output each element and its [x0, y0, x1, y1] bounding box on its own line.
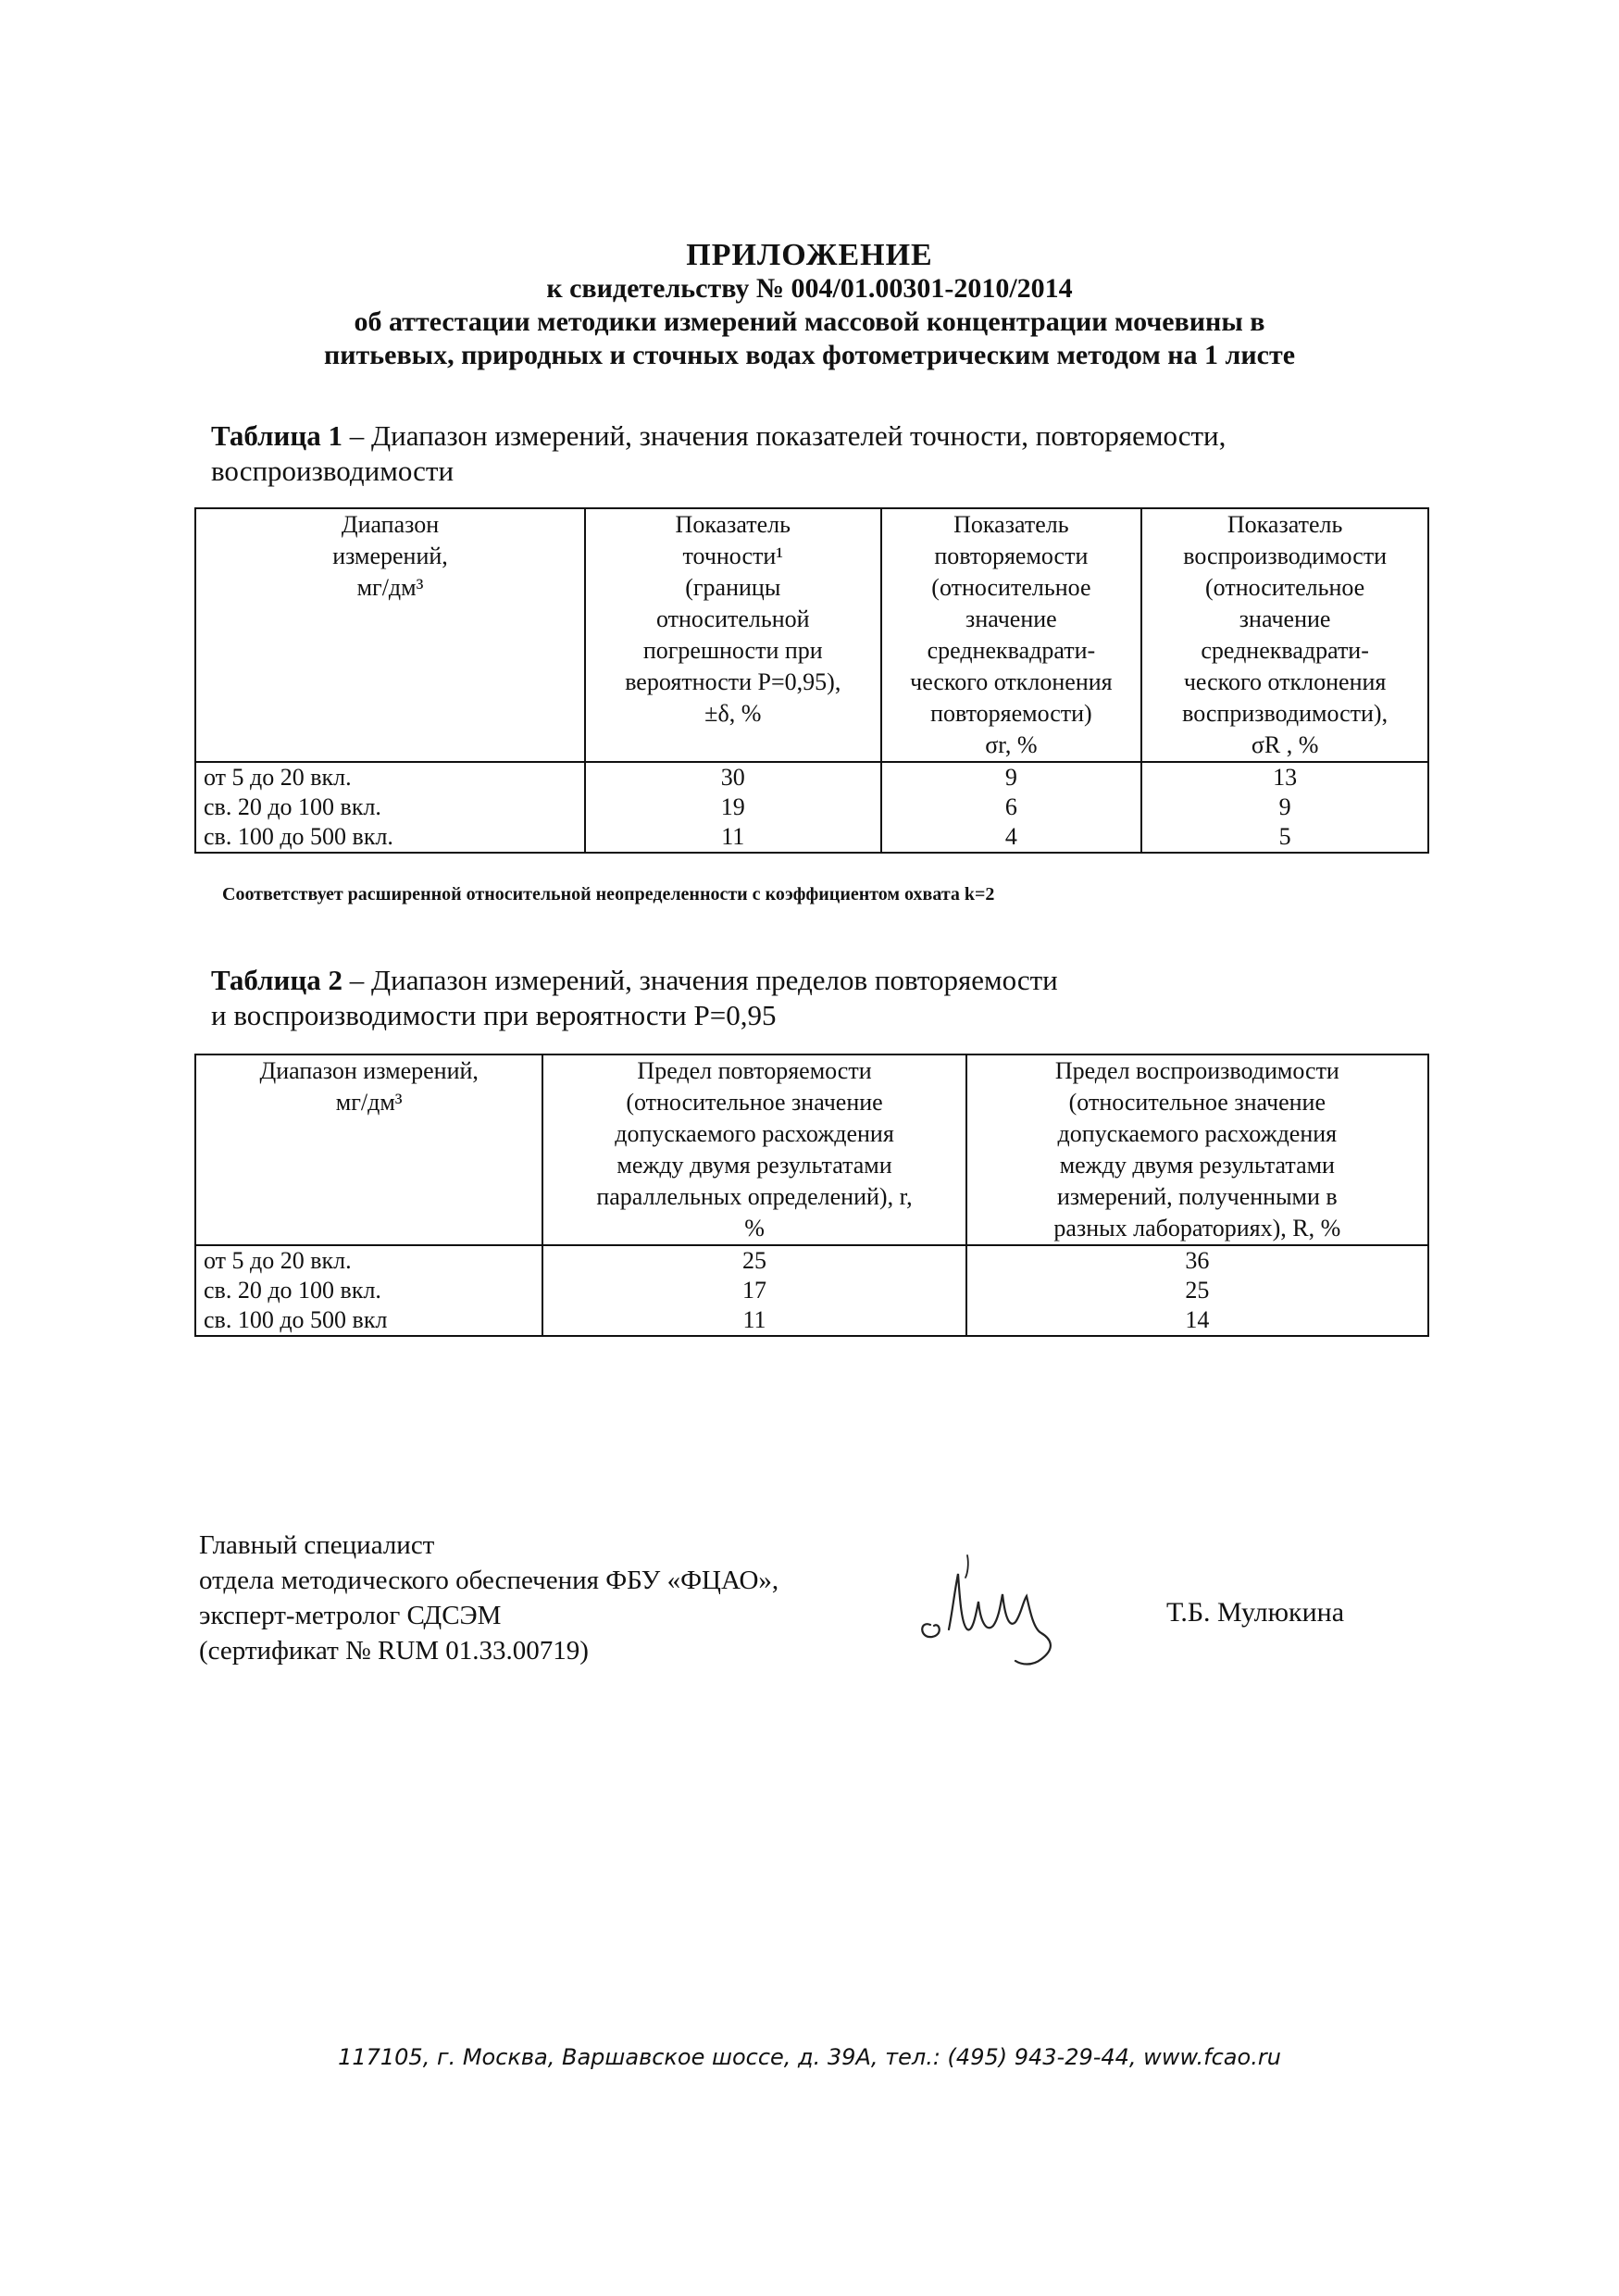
table2-header-repeatability-limit	[542, 1054, 965, 1245]
signatory-line-1: Главный специалист	[199, 1530, 435, 1560]
header-subject-line-1: об аттестации методики измерений массовой концентрации мочевины в	[354, 306, 1265, 337]
table1-cell-range: св. 100 до 500 вкл.	[195, 822, 585, 853]
table1-cell-reproducibility: 5	[1141, 822, 1428, 853]
table1-h3-l7: σR , %	[1251, 731, 1319, 758]
table2-header-reproducibility-limit	[966, 1054, 1428, 1245]
table1-cell-repeatability: 4	[881, 822, 1142, 853]
table2-h0-l1: мг/дм³	[335, 1089, 403, 1116]
table2-cell-reproducibility-limit: 36	[966, 1245, 1428, 1276]
table1	[194, 507, 1429, 854]
table1-cell-reproducibility: 13	[1141, 762, 1428, 792]
table1-h2-l5: ческого отклонения	[910, 668, 1113, 695]
table2-h2-l4: измерений, полученными в	[1056, 1183, 1338, 1210]
table2-cell-range: св. 100 до 500 вкл	[195, 1305, 542, 1336]
table2-caption-line2: и воспроизводимости при вероятности Р=0,95	[211, 999, 777, 1031]
table1-h2-l1: повторяемости	[934, 543, 1089, 569]
table1-h1-l5: вероятности Р=0,95),	[625, 668, 841, 695]
table-row	[195, 792, 1428, 822]
table1-header-repeatability	[881, 508, 1142, 762]
table1-cell-repeatability: 9	[881, 762, 1142, 792]
table2	[194, 1054, 1429, 1337]
table2-h0-l0: Диапазон измерений,	[259, 1057, 479, 1084]
table1-h2-l2: (относительное	[931, 574, 1091, 601]
table1-h0-l1: измерений,	[332, 543, 448, 569]
table2-caption-label: Таблица 2	[211, 964, 342, 996]
table1-h2-l0: Показатель	[953, 511, 1069, 538]
table2-cell-repeatability-limit: 25	[542, 1245, 965, 1276]
table2-h1-l3: между двумя результатами	[616, 1152, 892, 1179]
table1-cell-repeatability: 6	[881, 792, 1142, 822]
table1-h3-l2: (относительное	[1205, 574, 1365, 601]
header-subject-line-2: питьевых, природных и сточных водах фотометрическим методом на 1 листе	[323, 340, 1296, 370]
table1-h1-l3: относительной	[655, 605, 810, 632]
table2-caption-line1: – Диапазон измерений, значения пределов повторяемости	[349, 964, 1058, 996]
table1-footnote: Соответствует расширенной относительной неопределенности с коэффициентом охвата k=2	[222, 884, 995, 905]
table1-h2-l4: среднеквадрати-	[927, 637, 1096, 664]
table1-h3-l5: ческого отклонения	[1183, 668, 1387, 695]
table1-h3-l3: значение	[1239, 605, 1331, 632]
table1-h0-l0: Диапазон	[341, 511, 440, 538]
table-row	[195, 1305, 1428, 1336]
table2-h2-l1: (относительное значение	[1068, 1089, 1326, 1116]
table1-cell-reproducibility: 9	[1141, 792, 1428, 822]
table1-cell-accuracy: 19	[585, 792, 881, 822]
table1-cell-range: св. 20 до 100 вкл.	[195, 792, 585, 822]
table1-h3-l0: Показатель	[1227, 511, 1343, 538]
table2-caption	[211, 963, 1414, 1033]
table-row	[195, 1245, 1428, 1276]
table2-h2-l2: допускаемого расхождения	[1057, 1120, 1338, 1147]
table1-h3-l6: воспризводимости),	[1182, 700, 1389, 727]
footer-address: 117105, г. Москва, Варшавское шоссе, д. 39А, тел.: (495) 943-29-44, www.fcao.ru	[338, 2044, 1281, 2070]
table1-caption	[211, 418, 1414, 489]
certificate-reference: к свидетельству № 004/01.00301-2010/2014	[546, 273, 1073, 304]
signatory-line-4: (сертификат № RUM 01.33.00719)	[199, 1636, 589, 1666]
table2-h2-l0: Предел воспроизводимости	[1054, 1057, 1339, 1084]
table2-cell-reproducibility-limit: 14	[966, 1305, 1428, 1336]
table1-h3-l1: воспроизводимости	[1183, 543, 1388, 569]
table2-header-range	[195, 1054, 542, 1245]
table1-h1-l1: точности¹	[682, 543, 784, 569]
table-row	[195, 1276, 1428, 1305]
table1-h1-l0: Показатель	[675, 511, 791, 538]
signatory-line-2: отдела методического обеспечения ФБУ «ФЦАО»,	[199, 1566, 779, 1595]
table1-cell-range: от 5 до 20 вкл.	[195, 762, 585, 792]
table2-cell-repeatability-limit: 11	[542, 1305, 965, 1336]
table1-header-accuracy	[585, 508, 881, 762]
table1-caption-text: – Диапазон измерений, значения показателей точности, повторяемости, воспроизводимости	[211, 419, 1227, 487]
table1-h0-l2: мг/дм³	[356, 574, 424, 601]
handwritten-signature	[912, 1537, 1069, 1676]
table2-cell-range: от 5 до 20 вкл.	[195, 1245, 542, 1276]
table-row	[195, 822, 1428, 853]
table2-cell-range: св. 20 до 100 вкл.	[195, 1276, 542, 1305]
table1-cell-accuracy: 30	[585, 762, 881, 792]
table2-h2-l5: разных лабораториях), R, %	[1053, 1215, 1341, 1242]
table1-h2-l3: значение	[965, 605, 1057, 632]
table1-h3-l4: среднеквадрати-	[1201, 637, 1369, 664]
table2-cell-repeatability-limit: 17	[542, 1276, 965, 1305]
table1-caption-label: Таблица 1	[211, 419, 342, 452]
table1-header-row	[195, 508, 1428, 762]
signatory-name: Т.Б. Мулюкина	[1166, 1597, 1345, 1628]
table1-h1-l6: ±δ, %	[704, 700, 762, 727]
table1-header-reproducibility	[1141, 508, 1428, 762]
table2-h1-l4: параллельных определений), r,	[596, 1183, 913, 1210]
table2-h2-l3: между двумя результатами	[1059, 1152, 1335, 1179]
document-title: ПРИЛОЖЕНИЕ	[686, 238, 933, 272]
table2-h1-l0: Предел повторяемости	[637, 1057, 872, 1084]
table2-h1-l1: (относительное значение	[626, 1089, 883, 1116]
document-header	[0, 239, 1619, 372]
table2-h1-l5: %	[744, 1215, 765, 1242]
signatory-block	[199, 1528, 778, 1668]
table2-cell-reproducibility-limit: 25	[966, 1276, 1428, 1305]
table2-header-row	[195, 1054, 1428, 1245]
table1-h1-l4: погрешности при	[642, 637, 823, 664]
table1-cell-accuracy: 11	[585, 822, 881, 853]
table-row	[195, 762, 1428, 792]
table2-h1-l2: допускаемого расхождения	[615, 1120, 894, 1147]
table1-h2-l7: σr, %	[985, 731, 1038, 758]
signatory-line-3: эксперт-метролог СДСЭМ	[199, 1601, 502, 1630]
table1-header-range	[195, 508, 585, 762]
table1-h2-l6: повторяемости)	[930, 700, 1092, 727]
table1-h1-l2: (границы	[685, 574, 781, 601]
